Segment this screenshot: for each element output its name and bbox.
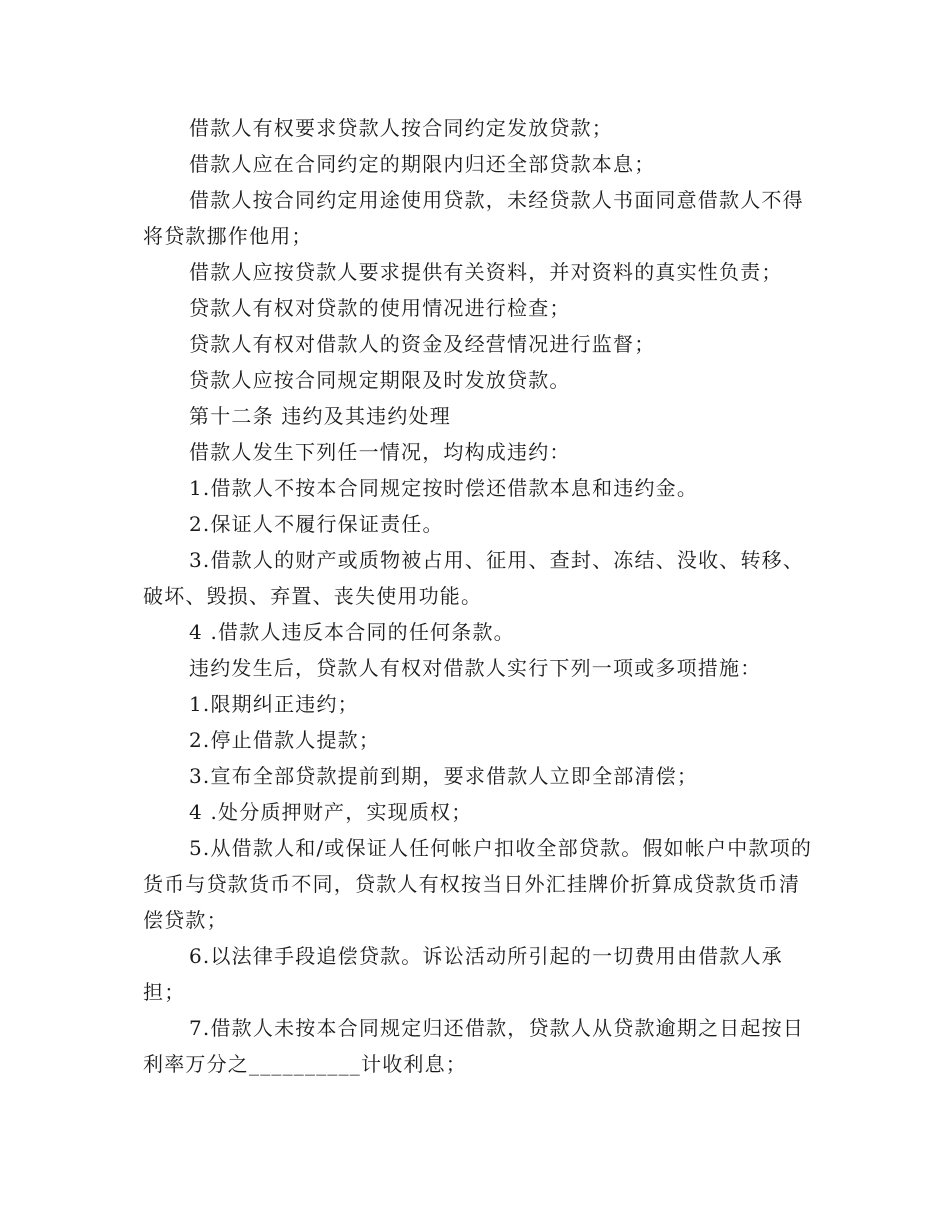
paragraph: 借款人有权要求贷款人按合同约定发放贷款； <box>189 116 613 140</box>
list-item: 5.从借款人和/或保证人任何帐户扣收全部贷款。假如帐户中款项的货币与贷款货币不同，贷款人有权按当日外汇挂牌价折算成贷款货币清偿贷款； <box>143 836 813 932</box>
list-item: 4 .借款人违反本合同的任何条款。 <box>189 620 515 644</box>
list-item: 1.借款人不按本合同规定按时偿还借款本息和违约金。 <box>189 476 699 500</box>
list-item: 6.以法律手段追偿贷款。诉讼活动所引起的一切费用由借款人承担； <box>143 944 783 1004</box>
paragraph: 借款人应在合同约定的期限内归还全部贷款本息； <box>189 152 656 176</box>
document-body <box>143 110 813 1082</box>
paragraph: 借款人应按贷款人要求提供有关资料，并对资料的真实性负责； <box>189 260 783 284</box>
list-item: 4 .处分质押财产，实现质权； <box>189 800 473 824</box>
paragraph: 贷款人应按合同规定期限及时发放贷款。 <box>189 368 571 392</box>
paragraph: 贷款人有权对贷款的使用情况进行检查； <box>189 296 571 320</box>
list-item: 2.停止借款人提款； <box>189 728 381 752</box>
list-item: 3.借款人的财产或质物被占用、征用、查封、冻结、没收、转移、破坏、毁损、弃置、丧失使用功能。 <box>143 548 805 608</box>
paragraph: 贷款人有权对借款人的资金及经营情况进行监督； <box>189 332 656 356</box>
list-item: 7.借款人未按本合同规定归还借款，贷款人从贷款逾期之日起按日利率万分之__________计收利息； <box>143 1016 805 1076</box>
list-item: 1.限期纠正违约； <box>189 692 359 716</box>
list-item: 2.保证人不履行保证责任。 <box>189 512 444 536</box>
paragraph: 借款人按合同约定用途使用贷款，未经贷款人书面同意借款人不得将贷款挪作他用； <box>143 188 804 248</box>
section-heading: 第十二条 违约及其违约处理 <box>189 404 451 428</box>
paragraph: 借款人发生下列任一情况，均构成违约： <box>189 440 571 464</box>
paragraph: 违约发生后，贷款人有权对借款人实行下列一项或多项措施： <box>189 656 762 680</box>
list-item: 3.宣布全部贷款提前到期，要求借款人立即全部清偿； <box>189 764 699 788</box>
